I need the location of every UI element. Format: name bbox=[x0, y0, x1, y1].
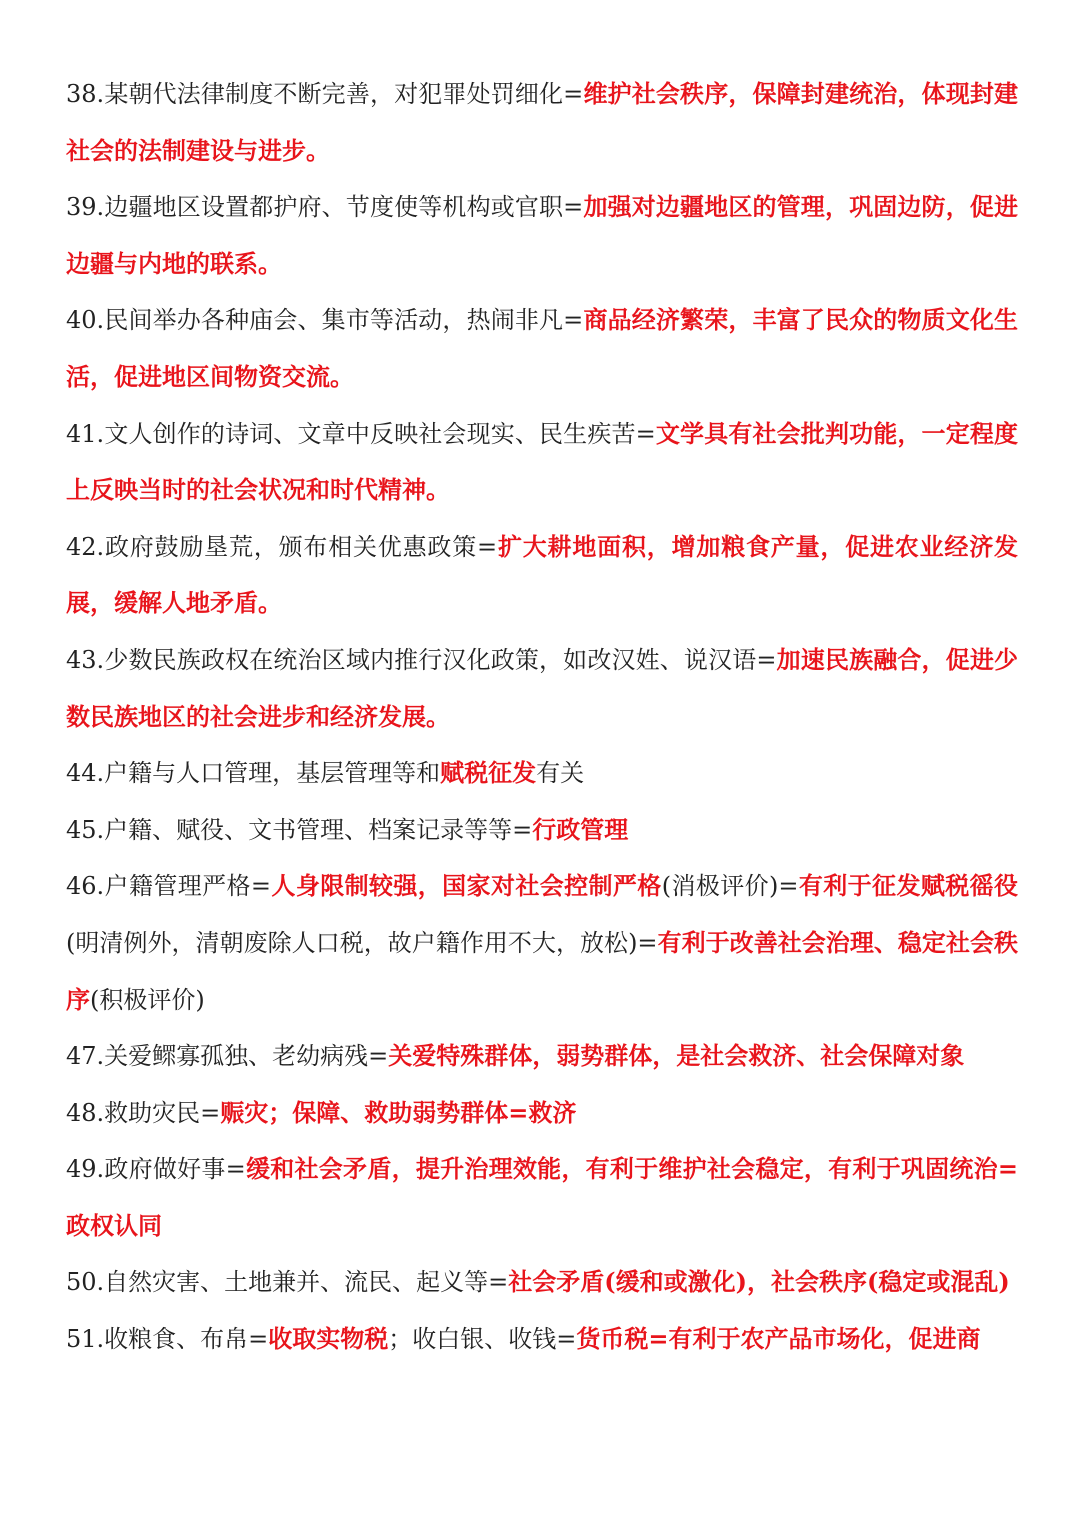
question-text: 38.某朝代法律制度不断完善，对犯罪处罚细化= bbox=[66, 80, 584, 108]
list-item bbox=[66, 802, 1018, 859]
list-item bbox=[66, 179, 1018, 292]
list-item bbox=[66, 292, 1018, 405]
question-text: 40.民间举办各种庙会、集市等活动，热闹非凡= bbox=[66, 306, 584, 335]
list-item bbox=[66, 1311, 1018, 1368]
question-text: 有关 bbox=[536, 759, 585, 788]
highlighted-answer-text: 收取实物税 bbox=[268, 1324, 389, 1354]
highlighted-answer-text: 行政管理 bbox=[532, 814, 629, 844]
highlighted-answer-text: 缓和社会矛盾，提升治理效能，有利于维护社会稳定，有利于巩固统治=政权认同 bbox=[66, 1154, 1018, 1240]
list-item bbox=[66, 1141, 1018, 1254]
highlighted-answer-text: 赈灾；保障、救助弱势群体=救济 bbox=[220, 1097, 577, 1127]
list-item bbox=[66, 519, 1018, 632]
list-item bbox=[66, 858, 1018, 1028]
question-text: 41.文人创作的诗词、文章中反映社会现实、民生疾苦= bbox=[66, 419, 656, 448]
list-item bbox=[66, 632, 1018, 745]
question-text: 39.边疆地区设置都护府、节度使等机构或官职= bbox=[66, 193, 584, 222]
list-item bbox=[66, 1254, 1018, 1311]
list-item bbox=[66, 1085, 1018, 1142]
highlighted-answer-text: 加强对边疆地区的管理，巩固边防，促进边疆与内地的联系。 bbox=[66, 192, 1019, 278]
question-text: (消极评价)= bbox=[661, 872, 799, 901]
question-text: 44.户籍与人口管理，基层管理等和 bbox=[66, 759, 441, 788]
document-page bbox=[66, 66, 1018, 1368]
question-text: 46.户籍管理严格= bbox=[66, 872, 272, 901]
highlighted-answer-text: 扩大耕地面积，增加粮食产量，促进农业经济发展，缓解人地矛盾。 bbox=[66, 531, 1019, 618]
list-item bbox=[66, 1028, 1018, 1085]
question-text: 51.收粮食、布帛= bbox=[66, 1325, 269, 1354]
question-text: 42.政府鼓励垦荒，颁布相关优惠政策= bbox=[66, 532, 498, 561]
highlighted-answer-text: 货币税=有利于农产品市场化，促进商 bbox=[576, 1324, 981, 1354]
question-text: 49.政府做好事= bbox=[66, 1155, 246, 1184]
question-text: (明清例外，清朝废除人口税，故户籍作用不大，放松)= bbox=[66, 928, 658, 957]
highlighted-answer-text: 维护社会秩序，保障封建统治，体现封建社会的法制建设与进步。 bbox=[66, 79, 1019, 165]
list-item bbox=[66, 406, 1018, 519]
question-text: 45.户籍、赋役、文书管理、档案记录等等= bbox=[66, 815, 533, 844]
highlighted-answer-text: 赋税征发 bbox=[440, 758, 537, 788]
question-text: 48.救助灾民= bbox=[66, 1098, 221, 1127]
highlighted-answer-text: 文学具有社会批判功能，一定程度上反映当时的社会状况和时代精神。 bbox=[66, 418, 1019, 505]
list-item bbox=[66, 745, 1018, 802]
highlighted-answer-text: 关爱特殊群体，弱势群体，是社会救济、社会保障对象 bbox=[388, 1041, 965, 1071]
list-item bbox=[66, 66, 1018, 179]
highlighted-answer-text: 社会矛盾(缓和或激化)，社会秩序(稳定或混乱) bbox=[508, 1267, 1010, 1297]
question-text: (积极评价) bbox=[90, 985, 205, 1014]
highlighted-answer-text: 商品经济繁荣，丰富了民众的物质文化生活，促进地区间物资交流。 bbox=[66, 305, 1019, 391]
question-text: ；收白银、收钱= bbox=[388, 1325, 577, 1354]
question-text: 47.关爱鳏寡孤独、老幼病残= bbox=[66, 1042, 389, 1071]
highlighted-answer-text: 人身限制较强，国家对社会控制严格 bbox=[271, 871, 662, 901]
highlighted-answer-text: 有利于征发赋税徭役 bbox=[798, 871, 1019, 901]
question-text: 50.自然灾害、土地兼并、流民、起义等= bbox=[66, 1268, 509, 1297]
question-text: 43.少数民族政权在统治区域内推行汉化政策，如改汉姓、说汉语= bbox=[66, 645, 777, 674]
highlighted-answer-text: 有利于改善社会治理、稳定社会秩序 bbox=[66, 927, 1018, 1014]
highlighted-answer-text: 加速民族融合，促进少数民族地区的社会进步和经济发展。 bbox=[66, 644, 1019, 731]
